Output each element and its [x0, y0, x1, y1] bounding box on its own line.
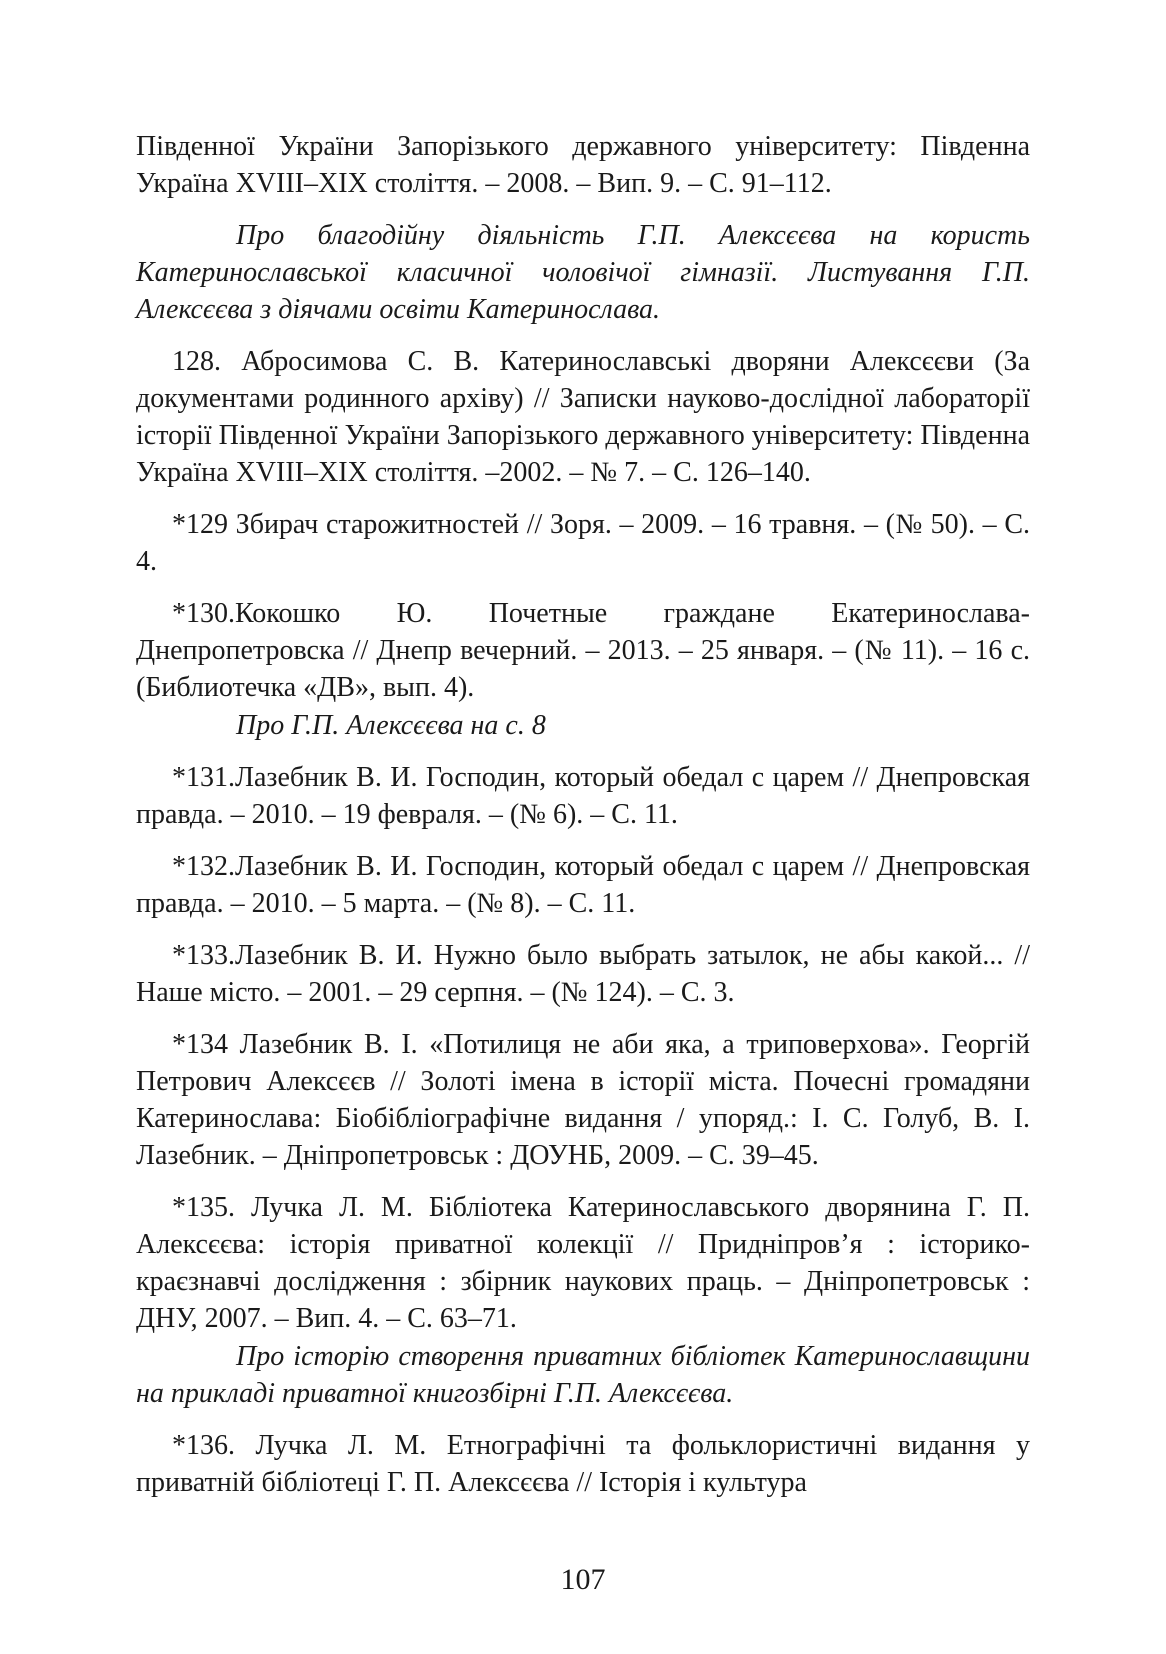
- bibliography-entry-135: *135. Лучка Л. М. Бібліотека Катеринославського дворянина Г. П. Алексєєва: історія приватної колекції // Придніпров’я : історико-краєзнавчі дослідження : збірник наукових праць. – Дніпропетровськ : ДНУ, 2007. – Вип. 4. – С. 63–71.: [136, 1192, 1030, 1334]
- page-body: [136, 128, 1030, 1516]
- bibliography-continuation: Південної України Запорізького державного університету: Південна Україна XVIII–XIX століття. – 2008. – Вип. 9. – С. 91–112.: [136, 131, 1030, 199]
- annotation-note: Про історію створення приватних бібліотек Катеринославщини на прикладі приватної книгозбірні Г.П. Алексєєва.: [136, 1341, 1030, 1409]
- bibliography-entry-131: *131.Лазебник В. И. Господин, который обедал с царем // Днепровская правда. – 2010. – 19 февраля. – (№ 6). – С. 11.: [136, 762, 1030, 830]
- annotation-note: Про благодійну діяльність Г.П. Алексєєва на користь Катеринославської класичної чоловічої гімназії. Листування Г.П. Алексєєва з діячами освіти Катеринослава.: [136, 220, 1030, 325]
- bibliography-entry-133: *133.Лазебник В. И. Нужно было выбрать затылок, не абы какой... // Наше місто. – 2001. – 29 серпня. – (№ 124). – С. 3.: [136, 940, 1030, 1008]
- bibliography-entry-134: *134 Лазебник В. І. «Потилиця не аби яка, а триповерхова». Георгій Петрович Алексєєв // Золоті імена в історії міста. Почесні громадяни Катеринослава: Біобібліографічне видання / упоряд.: І. С. Голуб, В. І. Лазебник. – Дніпропетровськ : ДОУНБ, 2009. – С. 39–45.: [136, 1029, 1030, 1171]
- annotation-note: Про Г.П. Алексєєва на с. 8: [236, 710, 546, 741]
- bibliography-entry-132: *132.Лазебник В. И. Господин, который обедал с царем // Днепровская правда. – 2010. – 5 марта. – (№ 8). – С. 11.: [136, 851, 1030, 919]
- bibliography-entry-128: 128. Абросимова С. В. Катеринославські дворяни Алексєєви (За документами родинного архіву) // Записки науково-дослідної лабораторії історії Південної України Запорізького державного університету: Південна Україна XVIII–XIX століття. –2002. – № 7. – С. 126–140.: [136, 346, 1031, 488]
- bibliography-entry-136: *136. Лучка Л. М. Етнографічні та фольклористичні видання у приватній бібліотеці Г. П. Алексєєва // Історія і культура: [136, 1430, 1030, 1498]
- bibliography-entry-129: *129 Збирач старожитностей // Зоря. – 2009. – 16 травня. – (№ 50). – С. 4.: [136, 509, 1030, 577]
- page-number: 107: [560, 1563, 606, 1596]
- bibliography-entry-130: *130.Кокошко Ю. Почетные граждане Екатеринослава-Днепропетровска // Днепр вечерний. – 2013. – 25 января. – (№ 11). – 16 с. (Библиотечка «ДВ», вып. 4).: [136, 598, 1030, 703]
